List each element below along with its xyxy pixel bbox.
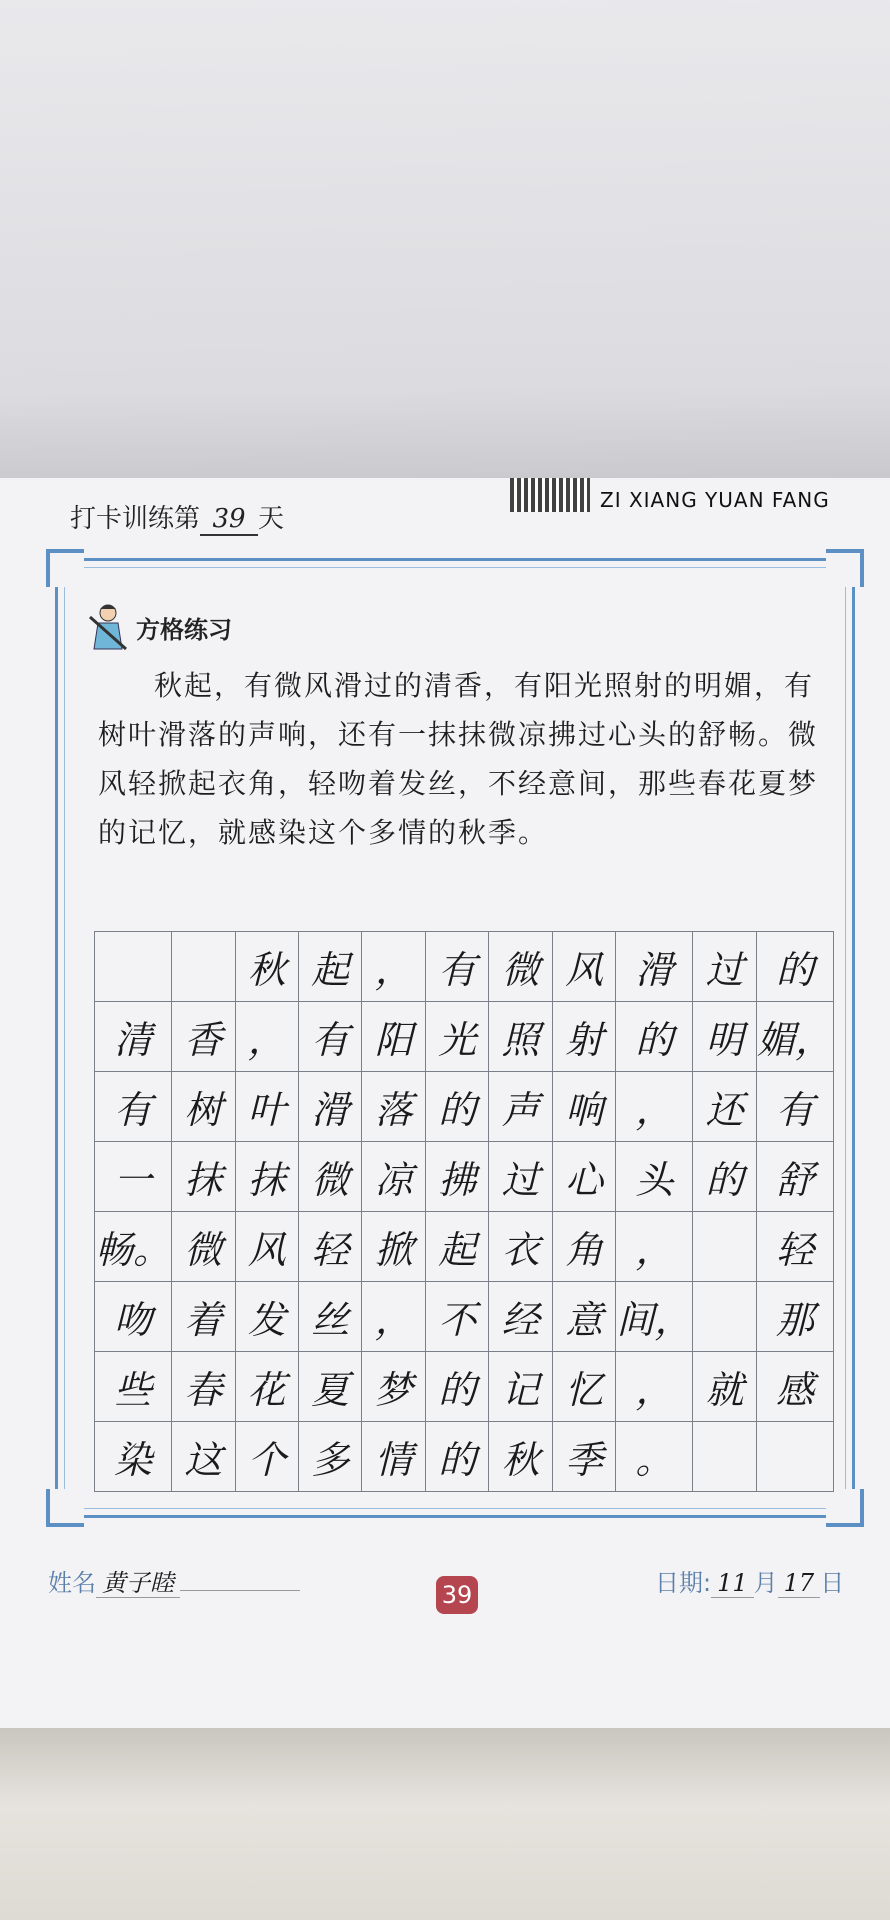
grid-row bbox=[95, 1352, 834, 1422]
section-title: 方格练习 bbox=[136, 615, 232, 644]
checkin-prefix: 打卡训练第 bbox=[70, 504, 201, 534]
grid-cell: 染 bbox=[95, 1422, 172, 1492]
grid-cell: 季 bbox=[552, 1422, 615, 1492]
grid-cell: 照 bbox=[489, 1002, 552, 1072]
grid-row bbox=[95, 1422, 834, 1492]
grid-cell: 微 bbox=[298, 1142, 361, 1212]
grid-cell: 起 bbox=[425, 1212, 488, 1282]
grid-cell: 吻 bbox=[95, 1282, 172, 1352]
grid-cell: 记 bbox=[489, 1352, 552, 1422]
grid-cell: 间， bbox=[616, 1282, 693, 1352]
grid-cell: 清 bbox=[95, 1002, 172, 1072]
date-day: 17 bbox=[778, 1569, 821, 1598]
grid-cell: 光 bbox=[425, 1002, 488, 1072]
grid-cell: 情 bbox=[362, 1422, 425, 1492]
grid-cell: 媚， bbox=[756, 1002, 833, 1072]
grid-row bbox=[95, 1212, 834, 1282]
grid-cell: 秋 bbox=[235, 932, 298, 1002]
grid-cell: 着 bbox=[172, 1282, 235, 1352]
exercise-frame bbox=[55, 558, 855, 1518]
grid-cell: 有 bbox=[756, 1072, 833, 1142]
grid-cell: 一 bbox=[95, 1142, 172, 1212]
name-value: 黄子睦 bbox=[96, 1569, 180, 1598]
month-unit: 月 bbox=[753, 1569, 778, 1597]
grid-cell: 头 bbox=[616, 1142, 693, 1212]
grid-cell: 的 bbox=[616, 1002, 693, 1072]
grid-cell bbox=[693, 1212, 756, 1282]
grid-cell: 秋 bbox=[489, 1422, 552, 1492]
grid-cell: ， bbox=[362, 1282, 425, 1352]
grid-cell: 春 bbox=[172, 1352, 235, 1422]
grid-cell: 不 bbox=[425, 1282, 488, 1352]
grid-cell: 树 bbox=[172, 1072, 235, 1142]
grid-cell: 些 bbox=[95, 1352, 172, 1422]
name-label: 姓名 bbox=[48, 1569, 96, 1597]
date-month: 11 bbox=[711, 1569, 754, 1598]
grid-cell: 滑 bbox=[298, 1072, 361, 1142]
grid-cell: 有 bbox=[95, 1072, 172, 1142]
grid-cell: 有 bbox=[298, 1002, 361, 1072]
grid-cell: 还 bbox=[693, 1072, 756, 1142]
grid-cell: 心 bbox=[552, 1142, 615, 1212]
grid-cell: 起 bbox=[298, 932, 361, 1002]
frame-corner bbox=[46, 1489, 84, 1527]
page-number-badge: 39 bbox=[436, 1576, 478, 1614]
grid-cell: 轻 bbox=[756, 1212, 833, 1282]
grid-cell: 这 bbox=[172, 1422, 235, 1492]
grid-row bbox=[95, 932, 834, 1002]
name-field bbox=[48, 1563, 300, 1598]
frame-corner bbox=[46, 549, 84, 587]
grid-cell: 个 bbox=[235, 1422, 298, 1492]
section-heading bbox=[88, 603, 232, 651]
grid-cell: 明 bbox=[693, 1002, 756, 1072]
grid-row bbox=[95, 1282, 834, 1352]
grid-cell: 微 bbox=[489, 932, 552, 1002]
grid-cell: 丝 bbox=[298, 1282, 361, 1352]
grid-cell: 滑 bbox=[616, 932, 693, 1002]
grid-cell bbox=[693, 1282, 756, 1352]
grid-cell: ， bbox=[616, 1072, 693, 1142]
grid-cell: 轻 bbox=[298, 1212, 361, 1282]
grid-cell: 响 bbox=[552, 1072, 615, 1142]
workbook-page bbox=[0, 478, 890, 1728]
grid-cell: 风 bbox=[235, 1212, 298, 1282]
grid-row bbox=[95, 1142, 834, 1212]
grid-cell: 发 bbox=[235, 1282, 298, 1352]
grid-cell: 的 bbox=[425, 1072, 488, 1142]
previous-page-backside bbox=[0, 0, 890, 490]
grid-cell: 风 bbox=[552, 932, 615, 1002]
grid-cell bbox=[756, 1422, 833, 1492]
grid-cell: 过 bbox=[693, 932, 756, 1002]
grid-cell: 梦 bbox=[362, 1352, 425, 1422]
grid-cell: 的 bbox=[693, 1142, 756, 1212]
grid-cell: 掀 bbox=[362, 1212, 425, 1282]
grid-cell: 声 bbox=[489, 1072, 552, 1142]
model-passage: 秋起，有微风滑过的清香，有阳光照射的明媚，有树叶滑落的声响，还有一抹抹微凉拂过心头的舒畅。微风轻掀起衣角，轻吻着发丝，不经意间，那些春花夏梦的记忆，就感染这个多情的秋季。 bbox=[98, 669, 819, 849]
grid-cell: 拂 bbox=[425, 1142, 488, 1212]
practice-grid bbox=[94, 931, 834, 1492]
grid-cell: 多 bbox=[298, 1422, 361, 1492]
grid-cell: 感 bbox=[756, 1352, 833, 1422]
grid-cell: 夏 bbox=[298, 1352, 361, 1422]
grid-cell bbox=[95, 932, 172, 1002]
grid-cell: 角 bbox=[552, 1212, 615, 1282]
grid-cell bbox=[172, 932, 235, 1002]
day-number: 39 bbox=[200, 504, 258, 536]
name-underline bbox=[180, 1590, 300, 1591]
grid-cell bbox=[693, 1422, 756, 1492]
grid-cell: 意 bbox=[552, 1282, 615, 1352]
grid-cell: ， bbox=[616, 1212, 693, 1282]
grid-cell: 阳 bbox=[362, 1002, 425, 1072]
grid-cell: 射 bbox=[552, 1002, 615, 1072]
grid-cell: 微 bbox=[172, 1212, 235, 1282]
grid-cell: ， bbox=[362, 932, 425, 1002]
grid-cell: 。 bbox=[616, 1422, 693, 1492]
grid-cell: 抹 bbox=[235, 1142, 298, 1212]
grid-cell: 经 bbox=[489, 1282, 552, 1352]
show-through-text bbox=[40, 76, 344, 145]
grid-cell: 有 bbox=[425, 932, 488, 1002]
checkin-header bbox=[70, 498, 284, 536]
grid-cell: ， bbox=[235, 1002, 298, 1072]
grid-cell: 过 bbox=[489, 1142, 552, 1212]
grid-row bbox=[95, 1072, 834, 1142]
grid-cell: 抹 bbox=[172, 1142, 235, 1212]
grid-cell: ， bbox=[616, 1352, 693, 1422]
brand-text: ZI XIANG YUAN FANG bbox=[600, 488, 830, 512]
grid-cell: 落 bbox=[362, 1072, 425, 1142]
day-unit: 日 bbox=[820, 1569, 845, 1597]
grid-row bbox=[95, 1002, 834, 1072]
grid-cell: 花 bbox=[235, 1352, 298, 1422]
frame-corner bbox=[826, 1489, 864, 1527]
show-through-text bbox=[40, 6, 344, 75]
scholar-figure-icon bbox=[88, 603, 128, 651]
grid-cell: 舒 bbox=[756, 1142, 833, 1212]
grid-cell: 凉 bbox=[362, 1142, 425, 1212]
checkin-suffix: 天 bbox=[258, 504, 285, 534]
grid-cell: 叶 bbox=[235, 1072, 298, 1142]
grid-cell: 衣 bbox=[489, 1212, 552, 1282]
grid-cell: 香 bbox=[172, 1002, 235, 1072]
grid-cell: 的 bbox=[756, 932, 833, 1002]
grid-cell: 忆 bbox=[552, 1352, 615, 1422]
frame-corner bbox=[826, 549, 864, 587]
grid-cell: 的 bbox=[425, 1422, 488, 1492]
desk-surface bbox=[0, 1728, 890, 1920]
date-label: 日期: bbox=[655, 1569, 712, 1597]
qr-code-icon bbox=[510, 478, 590, 512]
grid-cell: 畅。 bbox=[95, 1212, 172, 1282]
grid-cell: 那 bbox=[756, 1282, 833, 1352]
date-field bbox=[655, 1563, 844, 1598]
grid-cell: 就 bbox=[693, 1352, 756, 1422]
grid-cell: 的 bbox=[425, 1352, 488, 1422]
